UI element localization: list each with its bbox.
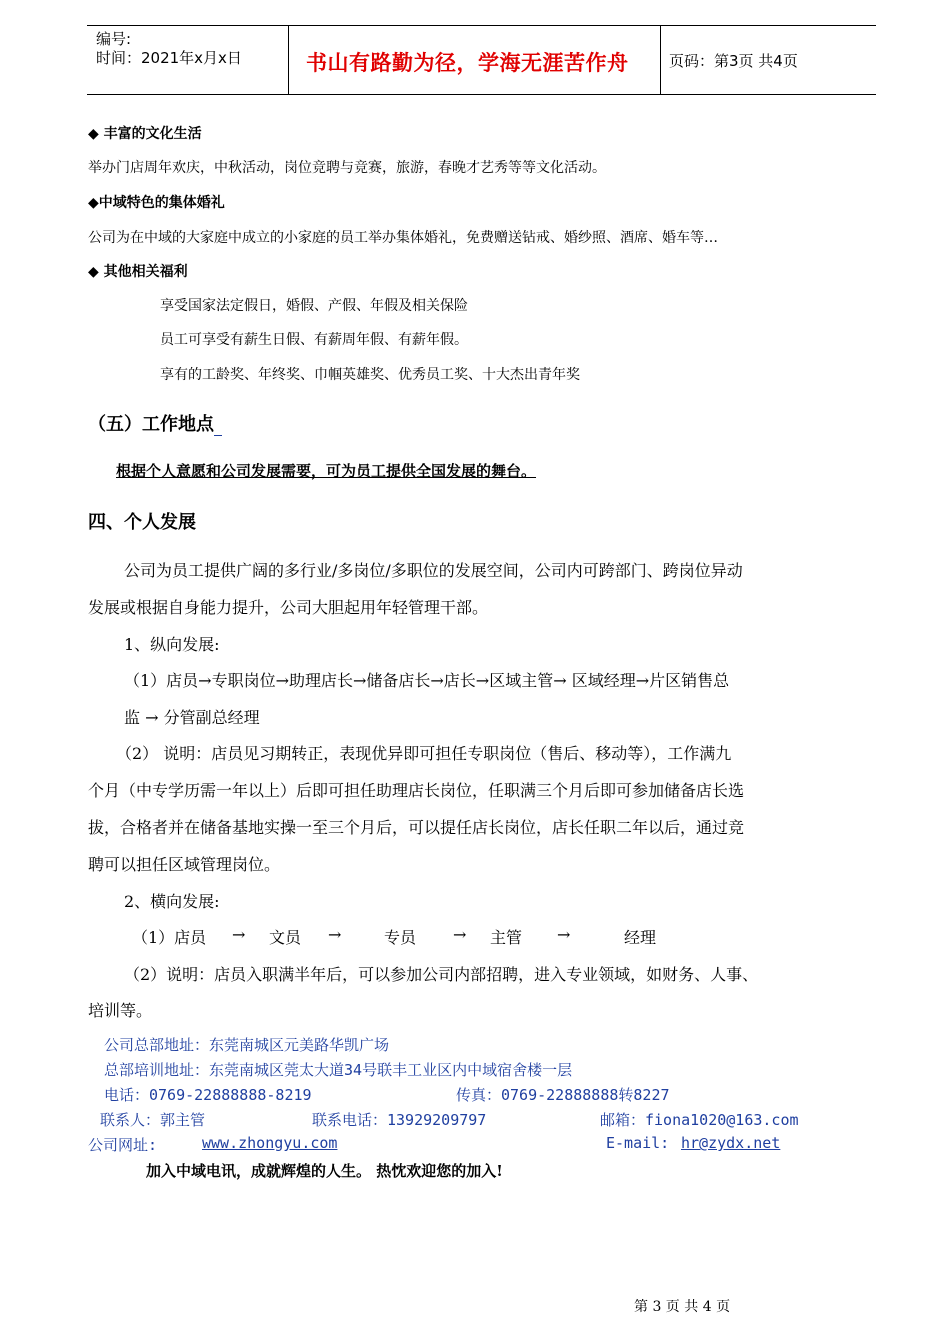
email-label: E-mail: <box>606 1134 670 1152</box>
wedding-text: 公司为在中域的大家庭中成立的小家庭的员工举办集体婚礼，免费赠送钻戒、婚纱照、酒席、婚车等… <box>88 230 718 246</box>
header-divider <box>288 26 289 94</box>
mailbox: 邮箱：fiona1020@163.com <box>600 1111 799 1129</box>
closing-part2: 。 热忱欢迎您的加入! <box>356 1162 503 1180</box>
horizontal-step: 经理 <box>624 928 657 947</box>
header-divider <box>660 26 661 94</box>
contact-phone: 联系电话：13929209797 <box>312 1111 487 1129</box>
email-link-text[interactable]: hr@zydx.net <box>681 1134 781 1152</box>
contact-person: 联系人：郭主管 <box>100 1111 206 1129</box>
workplace-heading: （五）工作地点 <box>88 410 222 436</box>
hq-address: 公司总部地址：东莞南城区元美路华凯广场 <box>104 1036 390 1054</box>
horizontal-step: 专员 <box>384 928 417 947</box>
closing-part1: 加入中域电讯，成就辉煌的人生 <box>146 1162 357 1180</box>
email-link[interactable] <box>681 1134 780 1152</box>
vertical-note: （2） 说明：店员见习期转正，表现优异即可担任专职岗位（售后、移动等），工作满九 <box>116 744 732 763</box>
culture-heading: ◆ 丰富的文化生活 <box>88 126 202 142</box>
vertical-note: 聘可以担任区域管理岗位。 <box>88 855 281 874</box>
phone: 电话：0769-22888888-8219 <box>104 1086 312 1104</box>
culture-text: 举办门店周年欢庆，中秋活动，岗位竞聘与竞赛，旅游，春晚才艺秀等等文化活动。 <box>88 160 606 176</box>
header-motto: 书山有路勤为径，学海无涯苦作舟 <box>306 51 629 75</box>
arrow: → <box>232 925 246 944</box>
horizontal-note: 培训等。 <box>88 1001 153 1020</box>
document-number: 编号: <box>96 30 132 48</box>
other-benefits-heading: ◆ 其他相关福利 <box>88 264 188 280</box>
benefit-item: 员工可享受有薪生日假、有薪周年假、有薪年假。 <box>160 332 468 348</box>
horizontal-step: 主管 <box>490 928 523 947</box>
development-heading: 四、个人发展 <box>88 512 196 533</box>
arrow: → <box>328 925 342 944</box>
training-address: 总部培训地址：东莞南城区莞太大道34号联丰工业区内中域宿舍楼一层 <box>104 1061 573 1079</box>
benefit-item: 享受国家法定假日，婚假、产假、年假及相关保险 <box>160 298 468 314</box>
website-label: 公司网址: <box>88 1136 158 1154</box>
horizontal-step: 文员 <box>269 928 302 947</box>
document-time: 时间：2021年x月x日 <box>96 49 242 67</box>
arrow: → <box>557 925 571 944</box>
horizontal-step: （1）店员 <box>132 928 207 947</box>
vertical-path: （1）店员→专职岗位→助理店长→储备店长→店长→区域主管→ 区域经理→片区销售总 <box>124 671 730 690</box>
horizontal-note: （2）说明：店员入职满半年后，可以参加公司内部招聘，进入专业领域，如财务、人事、 <box>124 965 759 984</box>
benefit-item: 享有的工龄奖、年终奖、巾帼英雄奖、优秀员工奖、十大杰出青年奖 <box>160 367 580 383</box>
footer-page-number: 第 3 页 共 4 页 <box>634 1299 731 1315</box>
fax: 传真：0769-22888888转8227 <box>456 1086 670 1104</box>
vertical-title: 1、纵向发展: <box>124 635 220 654</box>
arrow: → <box>453 925 467 944</box>
workplace-text: 根据个人意愿和公司发展需要，可为员工提供全国发展的舞台。 <box>116 462 537 480</box>
website-link-text[interactable]: www.zhongyu.com <box>202 1134 338 1152</box>
header-page-number: 页码：第3页 共4页 <box>669 52 798 70</box>
development-intro: 公司为员工提供广阔的多行业/多岗位/多职位的发展空间，公司内可跨部门、跨岗位异动 <box>124 561 743 580</box>
vertical-path: 监 → 分管副总经理 <box>124 708 260 727</box>
vertical-note: 拔，合格者并在储备基地实操一至三个月后，可以提任店长岗位，店长任职二年以后，通过竞 <box>88 818 745 837</box>
development-intro: 发展或根据自身能力提升，公司大胆起用年轻管理干部。 <box>88 598 489 617</box>
wedding-heading: ◆中域特色的集体婚礼 <box>88 195 225 211</box>
vertical-note: 个月（中专学历需一年以上）后即可担任助理店长岗位，任职满三个月后即可参加储备店长选 <box>88 781 745 800</box>
closing-line <box>146 1160 503 1181</box>
horizontal-title: 2、横向发展: <box>124 892 220 911</box>
website-link[interactable] <box>202 1134 337 1152</box>
